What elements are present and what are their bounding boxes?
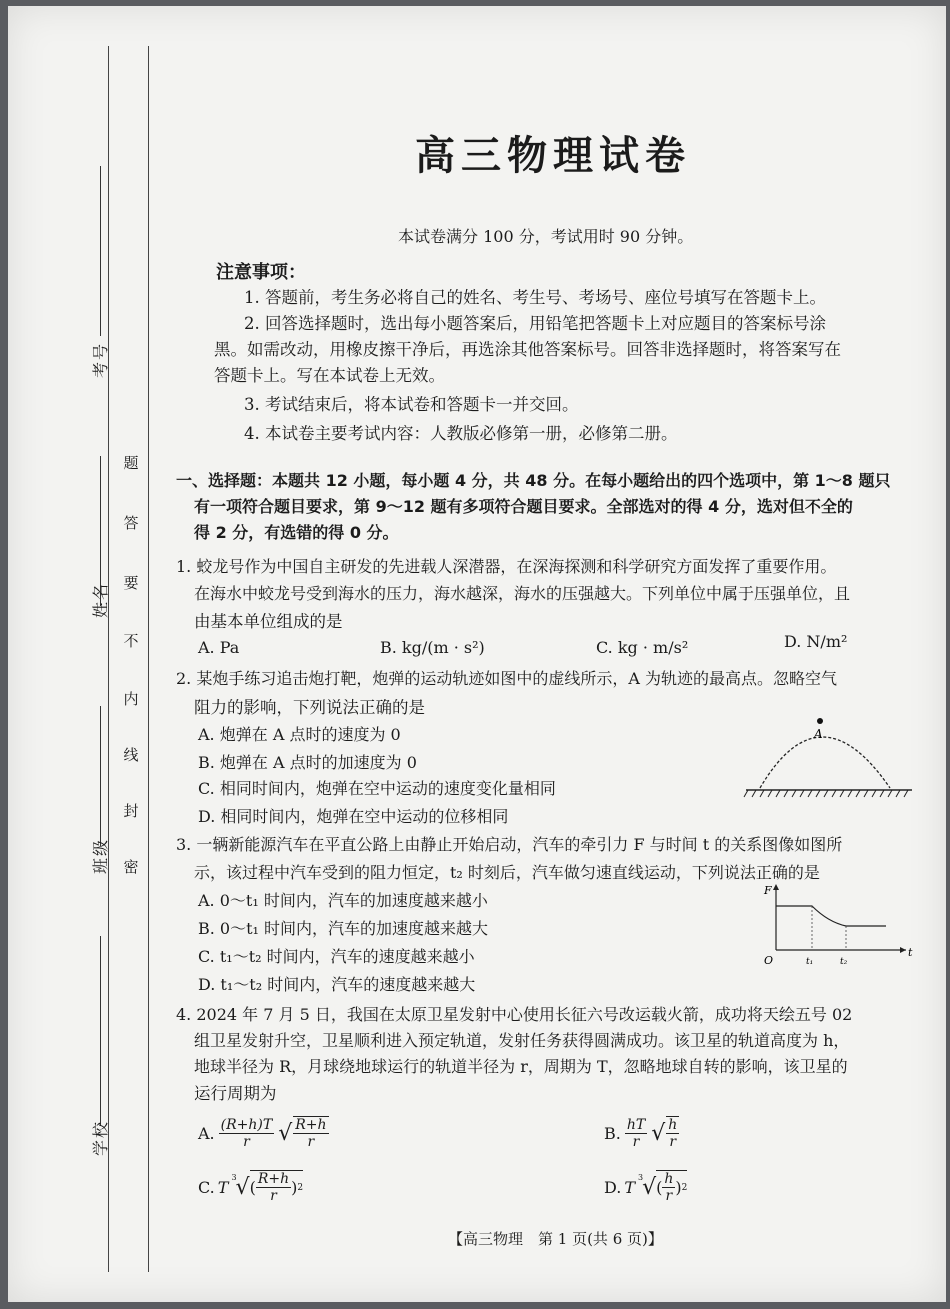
fraction: $\frac{(R+h)T}{r}$ <box>220 1116 273 1150</box>
fraction: $\frac{h}{r}$ <box>668 1117 678 1150</box>
seal-char: 不 <box>123 632 139 650</box>
section-instructions: 得 2 分，有选错的得 0 分。 <box>194 523 399 542</box>
question-4-text: 组卫星发射升空，卫星顺利进入预定轨道，发射任务获得圆满成功。该卫星的轨道高度为 h， <box>194 1031 850 1050</box>
question-1-option-a: A. Pa <box>198 638 240 657</box>
fraction: $\frac{R+h}{r}$ <box>295 1117 327 1150</box>
trajectory-figure <box>740 706 920 806</box>
sqrt-sign: √ <box>278 1120 293 1146</box>
question-2-option-a: A. 炮弹在 A 点时的速度为 0 <box>198 725 401 744</box>
option-letter: C. <box>198 1177 215 1197</box>
question-2-option-b: B. 炮弹在 A 点时的加速度为 0 <box>198 753 417 772</box>
page-footer: 【高三物理 第 1 页(共 6 页)】 <box>448 1230 663 1248</box>
fraction: $\frac{hT}{r}$ <box>626 1116 646 1150</box>
question-2-text: 2. 某炮手练习追击炮打靶，炮弹的运动轨迹如图中的虚线所示，A 为轨迹的最高点。忽略空气 <box>176 669 837 688</box>
f-axis-arrow <box>773 884 779 890</box>
t-axis-label: t <box>908 946 913 959</box>
question-1-option-c: C. kg · m/s² <box>596 638 689 657</box>
section-instructions: 有一项符合题目要求，第 9～12 题有多项符合题目要求。全部选对的得 4 分，选对但不全的 <box>194 497 853 516</box>
binding-line-inner <box>148 46 149 1272</box>
question-1-option-d: D. N/m² <box>784 632 848 651</box>
cube-root-index: 3 <box>231 1172 237 1182</box>
option-letter: A. <box>198 1123 215 1143</box>
seal-char: 答 <box>123 514 139 532</box>
sqrt-sign: √ <box>642 1174 657 1200</box>
ground-hatch <box>744 790 908 797</box>
f-axis-label: F <box>764 884 772 897</box>
sqrt-sign: √ <box>651 1120 666 1146</box>
question-4-option-d <box>604 1170 687 1204</box>
section-instructions: 一、选择题：本题共 12 小题，每小题 4 分，共 48 分。在每小题给出的四个选项中，第 1～8 题只 <box>176 471 891 490</box>
question-3-text: 示，该过程中汽车受到的阻力恒定，t₂ 时刻后，汽车做匀速直线运动，下列说法正确的是 <box>194 863 820 882</box>
seal-char: 题 <box>123 454 139 472</box>
class-label: 班级 <box>91 837 110 874</box>
school-underline <box>100 936 101 1126</box>
fraction: $\frac{h}{r}$ <box>664 1171 674 1204</box>
notice-line: 答题卡上。写在本试卷上无效。 <box>214 366 445 385</box>
question-4-option-a <box>198 1116 329 1150</box>
binding-line-outer <box>108 46 109 1272</box>
question-4-text: 地球半径为 R，月球绕地球运行的轨道半径为 r，周期为 T，忽略地球自转的影响，该卫星的 <box>194 1057 848 1076</box>
radicand: ( $\frac{h}{r}$ ) 2 <box>656 1171 688 1204</box>
name-label: 姓名 <box>91 581 110 618</box>
question-4-text: 运行周期为 <box>194 1084 277 1103</box>
question-2-text: 阻力的影响，下列说法正确的是 <box>194 698 425 717</box>
seal-char: 内 <box>123 690 139 708</box>
radicand: ( $\frac{R+h}{r}$ ) 2 <box>249 1171 304 1204</box>
exponent: 2 <box>297 1182 304 1193</box>
exam-no-underline <box>100 166 101 336</box>
seal-char: 密 <box>123 858 139 876</box>
origin-label: O <box>764 954 774 967</box>
notice-line: 4. 本试卷主要考试内容：人教版必修第一册，必修第二册。 <box>244 424 678 443</box>
apex-label: A <box>814 727 823 741</box>
class-underline <box>100 706 101 846</box>
page-title: 高三物理试卷 <box>415 132 691 179</box>
question-1-text: 由基本单位组成的是 <box>194 612 343 631</box>
question-1-text: 1. 蛟龙号作为中国自主研发的先进载人深潜器，在深海探测和科学研究方面发挥了重要作用。 <box>176 557 837 576</box>
question-3-option-c: C. t₁～t₂ 时间内，汽车的速度越来越小 <box>198 947 475 966</box>
notice-line: 黑。如需改动，用橡皮擦干净后，再选涂其他答案标号。回答非选择题时，将答案写在 <box>214 340 841 359</box>
notice-heading: 注意事项： <box>216 262 306 283</box>
question-4-option-b <box>604 1116 679 1150</box>
seal-char: 要 <box>123 574 139 592</box>
exam-no-label: 考号 <box>91 341 110 378</box>
fraction: $\frac{R+h}{r}$ <box>257 1171 290 1204</box>
force-time-graph <box>756 878 916 968</box>
question-2-option-d: D. 相同时间内，炮弹在空中运动的位移相同 <box>198 807 509 826</box>
trajectory-curve <box>760 737 890 788</box>
period-symbol: T <box>624 1177 636 1197</box>
option-letter: B. <box>604 1123 621 1143</box>
question-2-option-c: C. 相同时间内，炮弹在空中运动的速度变化量相同 <box>198 779 556 798</box>
notice-line: 1. 答题前，考生务必将自己的姓名、考生号、考场号、座位号填写在答题卡上。 <box>244 288 826 307</box>
notice-line: 2. 回答选择题时，选出每小题答案后，用铅笔把答题卡上对应题目的答案标号涂 <box>244 314 826 333</box>
sqrt-sign: √ <box>235 1174 250 1200</box>
cube-root-index: 3 <box>638 1172 644 1182</box>
t2-label: t₂ <box>840 957 848 967</box>
notice-line: 3. 考试结束后，将本试卷和答题卡一并交回。 <box>244 395 579 414</box>
force-curve <box>776 906 886 926</box>
school-label: 学校 <box>91 1119 110 1156</box>
seal-char: 线 <box>123 746 139 764</box>
question-3-text: 3. 一辆新能源汽车在平直公路上由静止开始启动，汽车的牵引力 F 与时间 t 的关系图像如图所 <box>176 835 843 854</box>
seal-char: 封 <box>123 802 139 820</box>
option-letter: D. <box>604 1177 622 1197</box>
period-symbol: T <box>217 1177 229 1197</box>
question-4-option-c <box>198 1170 303 1204</box>
question-3-option-d: D. t₁～t₂ 时间内，汽车的速度越来越大 <box>198 975 476 994</box>
apex-point <box>817 718 823 724</box>
question-1-text: 在海水中蛟龙号受到海水的压力，海水越深，海水的压强越大。下列单位中属于压强单位，且 <box>194 584 851 603</box>
exponent: 2 <box>681 1182 688 1193</box>
question-1-option-b: B. kg/(m · s²) <box>380 638 485 657</box>
question-4-text: 4. 2024 年 7 月 5 日，我国在太原卫星发射中心使用长征六号改运载火箭，成功将天绘五号 02 <box>176 1005 853 1024</box>
exam-info: 本试卷满分 100 分，考试用时 90 分钟。 <box>398 227 694 246</box>
t1-label: t₁ <box>806 957 814 967</box>
question-3-option-b: B. 0～t₁ 时间内，汽车的加速度越来越大 <box>198 919 489 938</box>
exam-paper <box>8 6 946 1302</box>
t-axis-arrow <box>900 947 906 953</box>
question-3-option-a: A. 0～t₁ 时间内，汽车的加速度越来越小 <box>198 891 488 910</box>
